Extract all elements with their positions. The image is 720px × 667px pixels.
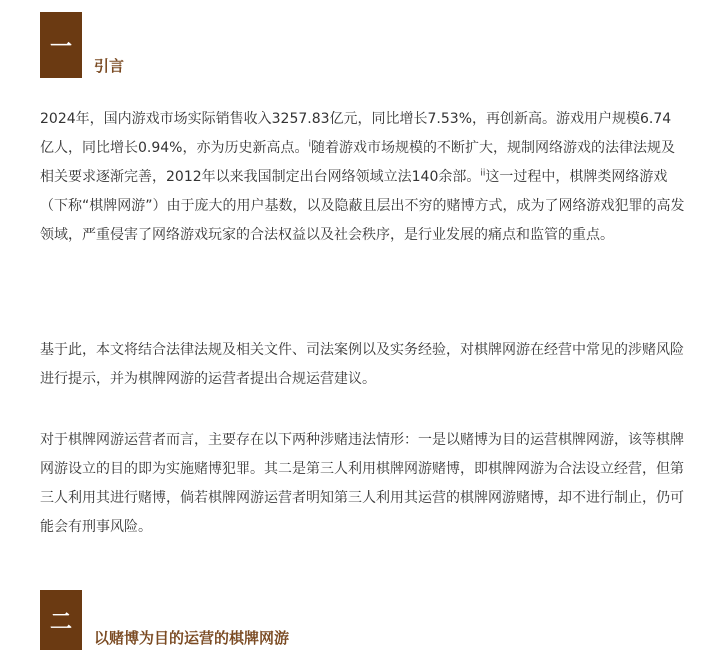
section-title: 以赌博为目的运营的棋牌网游 <box>94 629 290 647</box>
footnote-marker[interactable]: ii <box>480 168 486 179</box>
paragraph-intro-1 <box>40 105 685 250</box>
section-title: 引言 <box>94 57 125 75</box>
paragraph-text: 2024年，国内游戏市场实际销售收入3257.83亿元，同比增长7.53%，再创新高。游戏用户规模6.74亿人，同比增长0.94%，亦为历史新高点。 <box>40 111 672 156</box>
paragraph-intro-2: 基于此，本文将结合法律法规及相关文件、司法案例以及实务经验，对棋牌网游在经营中常见的涉赌风险进行提示，并为棋牌网游的运营者提出合规运营建议。 <box>40 342 684 387</box>
paragraph-text: 这一过程中，棋牌类网络游戏（下称“棋牌网游”）由于庞大的用户基数，以及隐蔽且层出不穷的赌博方式，成为了网络游戏犯罪的高发领域，严重侵害了网络游戏玩家的合法权益以及社会秩序，是行业发展的痛点和监管的重点。 <box>40 169 685 243</box>
section-number-badge: 一 <box>40 12 82 78</box>
section-header-gambling-purpose <box>40 590 289 650</box>
section-header-intro <box>40 12 124 78</box>
footnote-marker[interactable]: i <box>308 139 311 150</box>
paragraph-intro-3: 对于棋牌网游运营者而言，主要存在以下两种涉赌违法情形：一是以赌博为目的运营棋牌网游，该等棋牌网游设立的目的即为实施赌博犯罪。其二是第三人利用棋牌网游赌博，即棋牌网游为合法设立经营，但第三人利用其进行赌博，倘若棋牌网游运营者明知第三人利用其运营的棋牌网游赌博，却不进行制止，仍可能会有刑事风险。 <box>40 432 684 535</box>
paragraph-text: 随着游戏市场规模的不断扩大，规制网络游戏的法律法规及相关要求逐渐完善，2012年以来我国制定出台网络领域立法140余部。 <box>40 140 675 185</box>
section-number-badge: 二 <box>40 590 82 650</box>
